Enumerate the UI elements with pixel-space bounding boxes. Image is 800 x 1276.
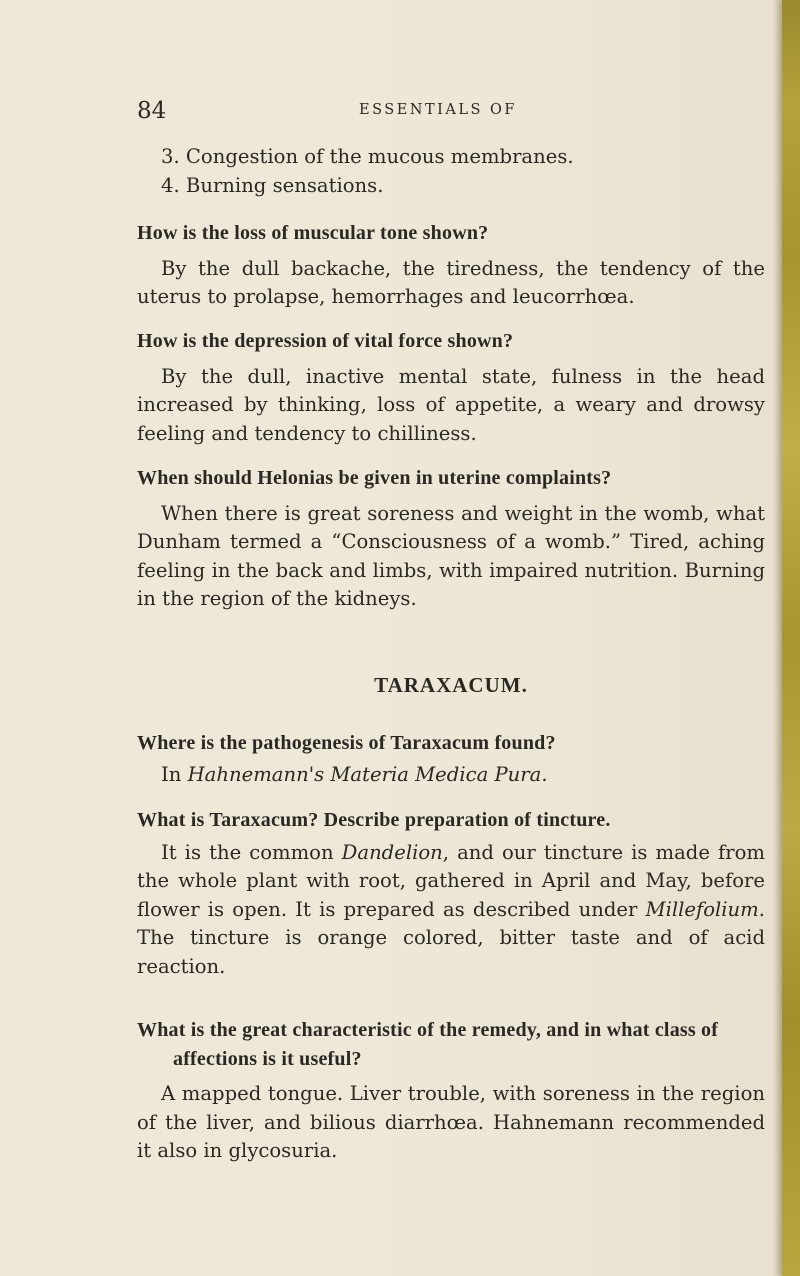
page-header — [137, 98, 777, 128]
answer-text: In — [161, 762, 188, 786]
book-edge — [782, 0, 800, 1276]
qa-pathogenesis — [137, 729, 765, 789]
qa-vital-force — [137, 327, 765, 448]
question: When should Helonias be given in uterine complaints? — [137, 467, 612, 489]
plant-name: Dandelion — [341, 840, 443, 864]
answer-text: . The tincture is orange colored, bitter taste and of acid reaction. — [137, 897, 765, 978]
answer: By the dull, inactive mental state, fulness in the head increased by thinking, loss of appetite, a weary and drowsy feeling and tendency to chilliness. — [137, 364, 765, 445]
answer: When there is great soreness and weight in the womb, what Dunham termed a “Consciousness of a womb.” Tired, aching feeling in the back and limbs, with impaired nutrition. Burning in the region of the kidneys. — [137, 501, 765, 611]
question: What is Taraxacum? Describe preparation of tincture. — [137, 809, 611, 831]
question: What is the great characteristic of the remedy, and in what class of affections is it useful? — [137, 1019, 719, 1070]
question: How is the loss of muscular tone shown? — [137, 222, 489, 244]
question: Where is the pathogenesis of Taraxacum found? — [137, 732, 556, 754]
list-item: 4. Burning sensations. — [161, 173, 384, 197]
qa-characteristic — [137, 1016, 765, 1166]
section-title: TARAXACUM. — [374, 673, 528, 697]
answer: A mapped tongue. Liver trouble, with soreness in the region of the liver, and bilious diarrhœa. Hahnemann recommended it also in glycosuria. — [137, 1082, 765, 1163]
question: How is the depression of vital force shown? — [137, 330, 514, 352]
qa-muscular-tone — [137, 219, 765, 312]
remedy-name: Millefolium — [645, 897, 759, 921]
answer-text: It is the common — [161, 840, 342, 864]
running-head: ESSENTIALS OF — [359, 102, 517, 118]
page-number: 84 — [137, 98, 167, 124]
list-item: 3. Congestion of the mucous membranes. — [161, 145, 574, 168]
page-gutter-shadow — [772, 0, 782, 1276]
answer-text: , and our tincture is made from the whole plant with root, gathered in April and May, before flower is open. It is prepared as described under — [137, 840, 765, 921]
symptom-list — [137, 143, 765, 200]
qa-helonias — [137, 464, 765, 614]
answer — [137, 839, 765, 982]
answer — [137, 761, 765, 790]
answer: By the dull backache, the tiredness, the tendency of the uterus to prolapse, hemorrhages and leucorrhœa. — [137, 256, 765, 309]
qa-taraxacum-preparation — [137, 806, 765, 982]
book-title: Hahnemann's Materia Medica Pura. — [187, 762, 548, 786]
